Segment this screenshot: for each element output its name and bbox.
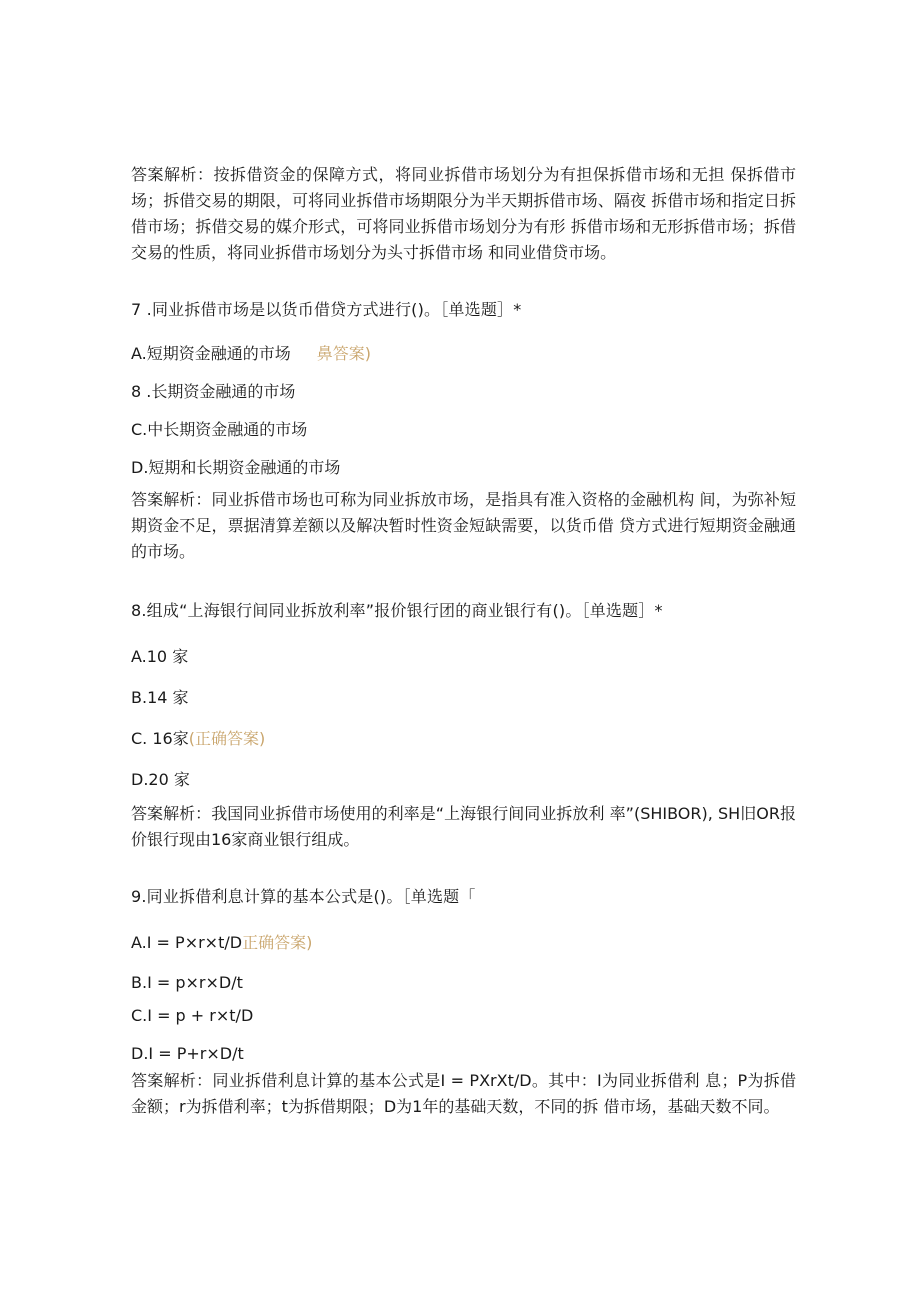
q9-option-d[interactable] xyxy=(131,1042,244,1066)
q9-option-a-label: A.I = P×r×t/D xyxy=(131,933,243,952)
q7-option-b[interactable] xyxy=(131,380,295,404)
q7-option-a-label: A.短期资金融通的市场 xyxy=(131,344,291,363)
question-9: 9.同业拆借利息计算的基本公式是()。［单选题「 xyxy=(131,887,476,906)
question-8: 8.组成“上海银行间同业拆放利率”报价银行团的商业银行有()。［单选题］* xyxy=(131,601,663,620)
analysis-text-6: 答案解析：按拆借资金的保障方式，将同业拆借市场划分为有担保拆借市场和无担 保拆借市场；拆借交易的期限，可将同业拆借市场期限分为半天期拆借市场、隔夜 拆借市场和指定日拆借市场；拆借交易的媒介形式，可将同业拆借市场划分为有形 拆借市场和无形拆借市场；拆借交易的性质，将同业拆借市场划分为头寸拆借市场 和同业借贷市场。 xyxy=(131,165,796,262)
q8-option-a-label: A.10 家 xyxy=(131,647,189,666)
correct-answer-tag: 鼻答案) xyxy=(316,344,372,363)
q8-option-c[interactable] xyxy=(131,727,265,751)
q7-option-b-label: 8 .长期资金融通的市场 xyxy=(131,382,296,401)
analysis-text-9: 答案解析：同业拆借利息计算的基本公式是I = PXrXt/D。其中：I为同业拆借利 息；P为拆借金额；r为拆借利率；t为拆借期限；D为1年的基础天数，不同的拆 借市场，基础天数不同。 xyxy=(131,1071,796,1116)
q9-option-a[interactable] xyxy=(131,931,312,955)
q9-option-c[interactable] xyxy=(131,1004,253,1028)
q7-option-c[interactable] xyxy=(131,418,307,442)
q9-option-b-label: B.I = p×r×D/t xyxy=(131,973,243,992)
q9-option-d-label: D.I = P+r×D/t xyxy=(131,1044,244,1063)
q8-option-b-label: B.14 家 xyxy=(131,688,189,707)
q7-option-a[interactable] xyxy=(131,342,371,366)
q8-option-d-label: D.20 家 xyxy=(131,770,190,789)
q7-option-d[interactable] xyxy=(131,456,340,480)
q8-option-c-label: C. 16家 xyxy=(131,729,189,748)
q8-option-b[interactable] xyxy=(131,686,189,710)
question-7: 7 .同业拆借市场是以货币借贷方式进行()。［单选题］* xyxy=(131,300,522,319)
q7-option-d-label: D.短期和长期资金融通的市场 xyxy=(131,458,341,477)
analysis-text-7: 答案解析：同业拆借市场也可称为同业拆放市场，是指具有准入资格的金融机构 间，为弥补短期资金不足，票据清算差额以及解决暂时性资金短缺需要，以货币借 贷方式进行短期资金融通的市场。 xyxy=(131,490,796,561)
correct-answer-tag: (正确答案) xyxy=(188,729,266,748)
q7-option-c-label: C.中长期资金融通的市场 xyxy=(131,420,308,439)
q9-option-c-label: C.I = p + r×t/D xyxy=(131,1006,254,1025)
analysis-text-8: 答案解析：我国同业拆借市场使用的利率是“上海银行间同业拆放利 率”(SHIBOR), SH旧OR报价银行现由16家商业银行组成。 xyxy=(131,804,796,849)
q8-option-a[interactable] xyxy=(131,645,188,669)
q8-option-d[interactable] xyxy=(131,768,190,792)
q9-option-b[interactable] xyxy=(131,971,243,995)
correct-answer-tag: 正确答案) xyxy=(242,933,313,952)
